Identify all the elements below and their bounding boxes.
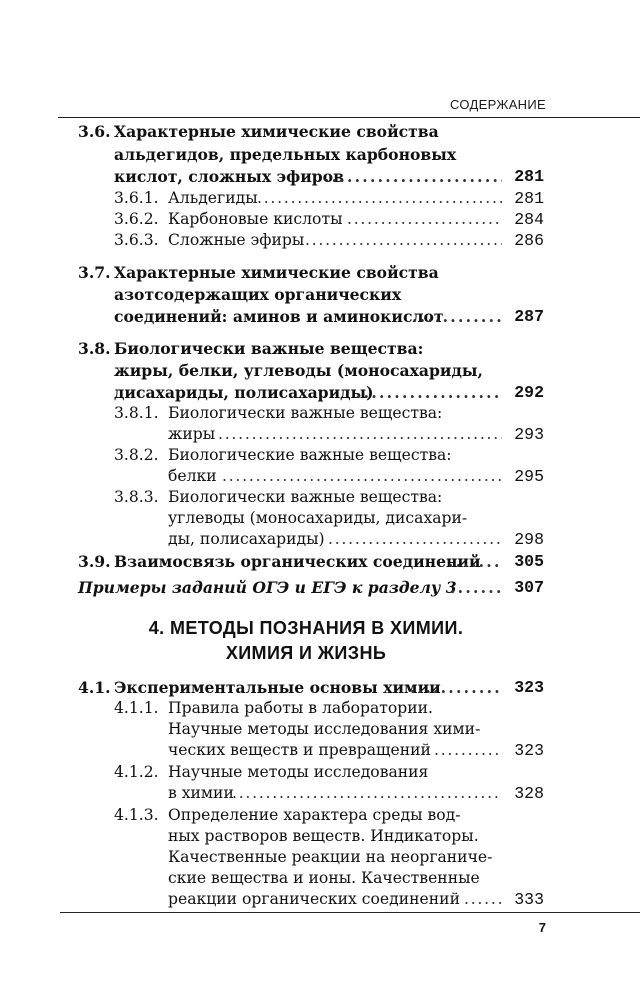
section-number: 3.8.1. [114, 404, 159, 422]
section-title-line: Научные методы исследования хими- [168, 720, 481, 738]
section-title: Альдегиды [168, 189, 258, 207]
leader-dots [412, 306, 502, 327]
toc-entry-4-1-3[interactable] [0, 805, 640, 826]
toc-entry-3-8-2[interactable] [0, 445, 640, 466]
leader-dots [434, 740, 502, 761]
page-ref: 333 [514, 890, 544, 909]
leader-dots [222, 466, 502, 487]
section-title-line: кислот, сложных эфиров [114, 167, 344, 186]
section-title-line: Биологические важные вещества: [168, 446, 452, 464]
section-title: Сложные эфиры [168, 231, 305, 249]
section-title-line: соединений: аминов и аминокислот [114, 307, 444, 326]
chapter-title: 4. МЕТОДЫ ПОЗНАНИЯ В ХИМИИ. [148, 618, 464, 638]
leader-dots [410, 677, 502, 698]
footer-rule [60, 912, 640, 913]
section-title-line: ческих веществ и превращений [168, 741, 431, 759]
toc-entry-3-6[interactable] [0, 121, 640, 142]
chapter-title: ХИМИЯ И ЖИЗНЬ [225, 643, 387, 663]
page-ref: 284 [514, 210, 544, 229]
section-number: 3.6.1. [114, 189, 159, 207]
toc-entry-3-8-3[interactable] [0, 487, 640, 508]
page-ref: 295 [514, 467, 544, 486]
leader-dots [448, 551, 502, 572]
page-ref: 281 [514, 167, 544, 186]
section-number: 3.6. [78, 122, 111, 141]
section-title: Экспериментальные основы химии [114, 678, 441, 697]
leader-dots [347, 209, 502, 230]
section-title-line: в химии [168, 784, 234, 802]
section-title: Карбоновые кислоты [168, 210, 343, 228]
section-title-line: азотсодержащих органических [114, 285, 402, 304]
section-number: 3.6.2. [114, 210, 159, 228]
section-title-line: Биологически важные вещества: [168, 404, 443, 422]
section-number: 3.8.3. [114, 488, 159, 506]
toc-entry-3-8[interactable] [0, 338, 640, 359]
toc-entry-3-7[interactable] [0, 262, 640, 283]
section-number: 3.6.3. [114, 231, 159, 249]
toc-entry-4-1-2[interactable] [0, 762, 640, 783]
section-number: 3.8. [78, 339, 111, 358]
toc-entry-examples[interactable] [0, 577, 640, 598]
examples-title: Примеры заданий ОГЭ и ЕГЭ к разделу 3 [78, 578, 457, 597]
section-title-line: углеводы (моносахариды, дисахари- [168, 509, 468, 527]
page-ref: 305 [514, 552, 544, 571]
section-title-line: Научные методы исследования [168, 763, 429, 781]
toc-entry-4-1-1[interactable] [0, 698, 640, 719]
page-ref: 323 [514, 678, 544, 697]
section-number: 4.1.1. [114, 699, 159, 717]
section-title: Взаимосвязь органических соединений [114, 552, 481, 571]
section-title-line: Биологически важные вещества: [168, 488, 443, 506]
section-title-line: Биологически важные вещества: [114, 339, 424, 358]
section-title-line: Качественные реакции на неорганиче- [168, 848, 493, 866]
leader-dots [464, 889, 502, 910]
section-number: 4.1.2. [114, 763, 159, 781]
leader-dots [328, 529, 502, 550]
section-title-line: ных растворов веществ. Индикаторы. [168, 827, 479, 845]
page-ref: 281 [514, 189, 544, 208]
page-ref: 298 [514, 530, 544, 549]
page-ref: 328 [514, 784, 544, 803]
page-ref: 287 [514, 307, 544, 326]
section-title-line: Характерные химические свойства [114, 263, 439, 282]
section-title-line: реакции органических соединений [168, 890, 460, 908]
page-ref: 307 [514, 578, 544, 597]
toc-entry-3-8-1[interactable] [0, 403, 640, 424]
leader-dots [218, 424, 502, 445]
section-title-line: жиры [168, 425, 216, 443]
section-title-line: дисахариды, полисахариды) [114, 383, 374, 402]
section-title-line: ские вещества и ионы. Качественные [168, 869, 480, 887]
page-ref: 293 [514, 425, 544, 444]
section-title-line: Правила работы в лаборатории. [168, 699, 433, 717]
leader-dots [257, 188, 502, 209]
section-title-line: белки [168, 467, 217, 485]
toc-entry-3-6-1[interactable] [0, 188, 640, 209]
section-title-line: жиры, белки, углеводы (моносахариды, [114, 361, 483, 380]
section-number: 3.8.2. [114, 446, 159, 464]
section-number: 3.7. [78, 263, 111, 282]
leader-dots [232, 783, 502, 804]
leader-dots [450, 577, 502, 598]
leader-dots [356, 382, 502, 403]
section-title-line: Определение характера среды вод- [168, 806, 461, 824]
leader-dots [324, 166, 502, 187]
toc-entry-3-6-3[interactable] [0, 230, 640, 251]
page-ref: 286 [514, 231, 544, 250]
toc-entry-3-9[interactable] [0, 551, 640, 572]
header-rule [58, 117, 640, 118]
section-number: 4.1.3. [114, 806, 159, 824]
section-title-line: альдегидов, предельных карбоновых [114, 145, 457, 164]
section-title-line: ды, полисахариды) [168, 530, 325, 548]
toc-entry-4-1[interactable] [0, 677, 640, 698]
leader-dots [305, 230, 502, 251]
page-number: 7 [538, 920, 546, 935]
toc-entry-3-6-2[interactable] [0, 209, 640, 230]
section-number: 4.1. [78, 678, 111, 697]
page-ref: 323 [514, 741, 544, 760]
page-ref: 292 [514, 383, 544, 402]
running-title: СОДЕРЖАНИЕ [449, 97, 546, 112]
section-number: 3.9. [78, 552, 111, 571]
section-title-line: Характерные химические свойства [114, 122, 439, 141]
